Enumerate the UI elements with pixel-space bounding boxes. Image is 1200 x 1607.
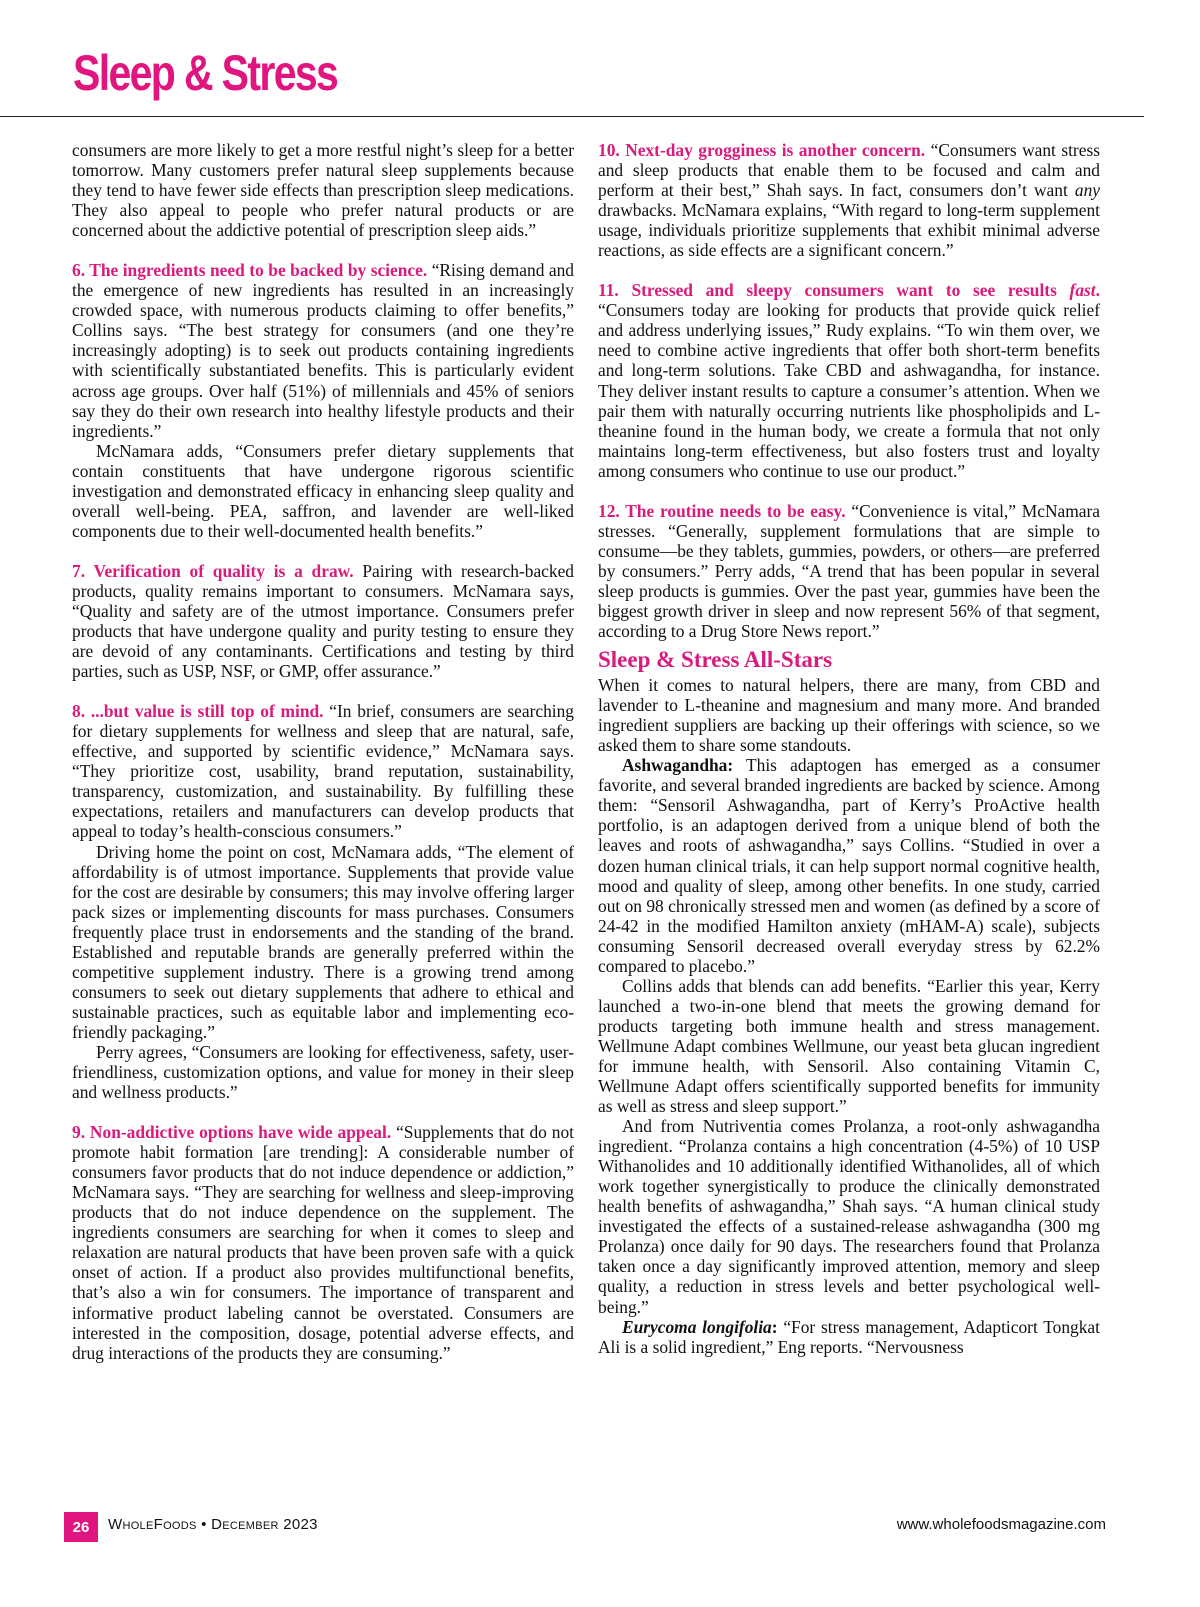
section-11	[598, 280, 1100, 480]
paragraph: Driving home the point on cost, McNamara adds, “The element of affordability is of utmost importance. Supplements that provide value for the cost are desirable by consumers; this may involve offering larger pack sizes or implementing discounts for mass purchases. Consumers frequently place trust in endorsements and the standing of the brand. Established and reputable brands are generally preferred within the competitive supplement industry. There is a growing trend among consumers to seek out dietary supplements that adhere to ethical and sustainable practices, such as equitable labor and implementing eco-friendly packaging.”	[72, 841, 574, 1042]
paragraph-text: “In brief, consumers are searching for dietary supplements for wellness and sleep that are natural, safe, effective, and supported by scientific evidence,” McNamara says. “They prioritize cost, usability, brand reputation, sustainability, transparency, customization, and sustainability. By fulfilling these expectations, retailers and manufacturers can develop products that appeal to today’s health-conscious consumers.”	[72, 701, 574, 842]
paragraph: Collins adds that blends can add benefits. “Earlier this year, Kerry launched a two-in-one blend that meets the growing demand for products targeting both immune health and stress management. Wellmune Adapt combines Wellmune, our yeast beta glucan ingredient for immune health, with Sensoril. Also containing Vitamin C, Wellmune Adapt offers scientifically supported benefits for immunity as well as stress and sleep support.”	[598, 975, 1100, 1117]
page-number: 26	[64, 1512, 98, 1542]
paragraph-ashwagandha	[598, 755, 1100, 976]
paragraph-text: Pairing with research-backed products, quality remains important to consumers. McNamara says, “Quality and safety are of the utmost importance. Consumers prefer products that have undergone quality and purity testing to ensure they are devoid of any contaminants. Certifications and testing by third parties, such as USP, NSF, or GMP, offer assurance.”	[72, 560, 574, 682]
heading-text: 11. Stressed and sleepy consumers want to see results	[598, 280, 1070, 301]
publication-dateline: WholeFoods • December 2023	[108, 1516, 318, 1533]
paragraph: consumers are more likely to get a more restful night’s sleep for a better tomorrow. Many customers prefer natural sleep supplements because they tend to have fewer side effects than prescription sleep medications. They also appeal to people who prefer natural products or are concerned about the addictive potential of prescription sleep aids.”	[72, 140, 574, 241]
header-rule	[0, 116, 1144, 117]
paragraph-text: “Convenience is vital,” McNamara stresses. “Generally, supplement formulations that are simple to consume—be they tablets, gummies, powders, or others—are preferred by consumers.” Perry adds, “A trend that has been popular in several sleep products is gummies. Over the past year, gummies have been the biggest growth driver in sleep and now represent 56% of that segment, according to a Drug Store News report.”	[598, 500, 1100, 642]
paragraph: McNamara adds, “Consumers prefer dietary supplements that contain constituents that have undergone rigorous scientific investigation and demonstrated efficacy in enhancing sleep quality and overall well-being. PEA, saffron, and lavender are well-liked components due to their well-documented health benefits.”	[72, 440, 574, 541]
paragraph-text: “Rising demand and the emergence of new ingredients has resulted in an increasingly crowded space, with numerous products claiming to offer benefits,” Collins says. “The best strategy for consumers (and one they’re increasingly adopting) is to seek out products containing ingredients with scientifically substantiated benefits. This is particularly evident across age groups. Over half (51%) of millennials and 45% of seniors say they do their own research into healthy lifestyle products and their ingredients.”	[72, 260, 574, 441]
right-column	[598, 140, 1100, 1357]
left-column	[72, 140, 574, 1363]
section-heading: 8. ...but value is still top of mind.	[72, 701, 324, 722]
section-heading	[598, 280, 1100, 300]
section-6	[72, 260, 574, 440]
section-9	[72, 1122, 574, 1363]
emphasis: any	[1074, 180, 1100, 201]
section-12	[598, 501, 1100, 641]
paragraph-eurycoma	[598, 1317, 1100, 1357]
label-colon: :	[771, 1316, 778, 1337]
paragraph-text: This adaptogen has emerged as a consumer favorite, and several branded ingredients are backed by science. Among them: “Sensoril Ashwagandha, part of Kerry’s ProActive health portfolio, is an adaptogen derived from a unique blend of both the leaves and roots of ashwagandha,” says Collins. “Studied in over a dozen human clinical trials, it can help support normal cognitive health, mood and quality of sleep, among other benefits. In one study, carried out on 98 chronically stressed men and women (as defined by a score of 24-42 in the modified Hamilton anxiety (mHAM-A) scale), subjects consuming Sensoril decreased overall everyday stress by 62.2% compared to placebo.”	[598, 755, 1100, 976]
run-in-label	[622, 1317, 778, 1337]
paragraph-text: “Consumers want stress and sleep products that enable them to be focused and calm and perform at their best,” Shah says. In fact, consumers don’t want	[598, 140, 1100, 201]
section-heading: 9. Non-addictive options have wide appeal.	[72, 1122, 392, 1143]
paragraph-text: “Supplements that do not promote habit formation [are trending]: A considerable number of consumers favor products that do not induce dependence or addiction,” McNamara says. “They are searching for wellness and sleep-improving products that do not induce dependence on the supplement. The ingredients consumers are searching for when it comes to sleep and relaxation are natural products that have been proven safe with a quick onset of action. If a product also provides multifunctional benefits, that’s also a win for consumers. The importance of transparent and informative product labeling cannot be overstated. Consumers are interested in the composition, dosage, potential adverse effects, and drug interactions of the products they are consuming.”	[72, 1122, 574, 1363]
section-10	[598, 140, 1100, 260]
paragraph-text: “Consumers today are looking for products that provide quick relief and address underlying issues,” Rudy explains. “To win them over, we need to combine active ingredients that offer both short-term benefits and long-term solutions. Take CBD and ashwagandha, for instance. They deliver instant results to capture a consumer’s attention. When we pair them with naturally occurring nutrients like phospholipids and L-theanine found in the human body, we create a formula that not only maintains long-term effectiveness, but also fosters trust and loyalty among consumers who continue to use our product.”	[598, 300, 1100, 481]
section-heading: 7. Verification of quality is a draw.	[72, 560, 354, 581]
section-title: Sleep & Stress	[73, 45, 338, 101]
website-url: www.wholefoodsmagazine.com	[896, 1516, 1106, 1533]
section-heading: 6. The ingredients need to be backed by science.	[72, 260, 428, 281]
subhead-all-stars: Sleep & Stress All-Stars	[598, 647, 833, 673]
paragraph: When it comes to natural helpers, there are many, from CBD and lavender to L-theanine and magnesium and many more. And branded ingredient suppliers are backing up their offerings with science, so we asked them to share some standouts.	[598, 675, 1100, 756]
paragraph: And from Nutriventia comes Prolanza, a root-only ashwagandha ingredient. “Prolanza contains a high concentration (4-5%) of 10 USP Withanolides and 10 additionally identified Withanolides, all of which work together synergistically to produce the clinically demonstrated health benefits of ashwagandha,” Shah says. “A human clinical study investigated the effects of a sustained-release ashwagandha (300 mg Prolanza) once daily for 90 days. The researchers found that Prolanza taken once a day significantly improved attention, memory and sleep quality, a reduction in stress levels and better psychological well-being.”	[598, 1116, 1100, 1317]
paragraph: Perry agrees, “Consumers are looking for effectiveness, safety, user-friendliness, customization options, and value for money in their sleep and wellness products.”	[72, 1041, 574, 1103]
section-heading: 12. The routine needs to be easy.	[598, 500, 846, 521]
species-name: Eurycoma longifolia	[622, 1316, 772, 1337]
heading-emphasis: fast	[1069, 280, 1096, 301]
section-8	[72, 701, 574, 841]
run-in-label: Ashwagandha:	[622, 755, 734, 776]
paragraph-text: drawbacks. McNamara explains, “With regard to long-term supplement usage, individuals prioritize supplements that exhibit minimal adverse reactions, as side effects are a significant concern.”	[598, 200, 1100, 261]
paragraph-text: “For stress management, Adapticort Tongkat Ali is a solid ingredient,” Eng reports. “Nervousness	[598, 1316, 1100, 1357]
section-7	[72, 561, 574, 681]
section-heading: 10. Next-day grogginess is another concern.	[598, 140, 926, 160]
heading-period: .	[1095, 280, 1100, 301]
